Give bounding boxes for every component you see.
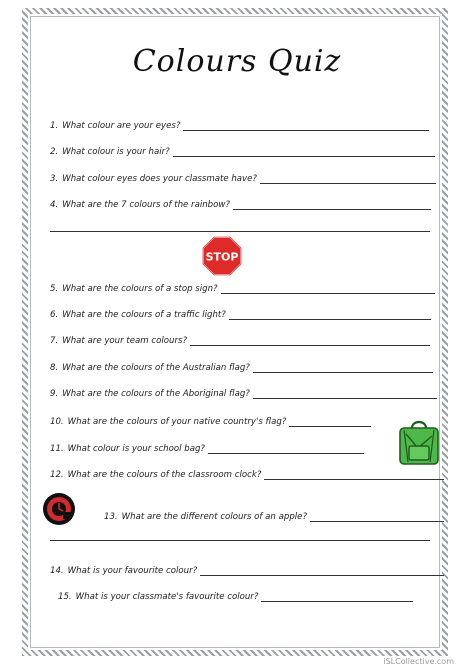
question-14	[50, 566, 444, 576]
question-number: 8.	[50, 363, 59, 373]
question-text: What are the colours of the classroom clock?	[67, 470, 262, 480]
answer-line[interactable]	[233, 200, 431, 210]
question-4	[50, 200, 431, 210]
question-15	[58, 592, 413, 602]
question-12	[50, 470, 444, 480]
question-text: What colour eyes does your classmate have?	[62, 174, 257, 184]
question-13	[104, 512, 444, 522]
question-number: 14.	[50, 566, 64, 576]
answer-line[interactable]	[208, 444, 364, 454]
question-text: What is your classmate's favourite colour?	[75, 592, 259, 602]
question-number: 2.	[50, 147, 59, 157]
question-10	[50, 417, 371, 427]
question-text: What is your favourite colour?	[67, 566, 198, 576]
question-number: 6.	[50, 310, 59, 320]
answer-line[interactable]	[253, 389, 437, 399]
question-text: What are the colours of the Aboriginal flag?	[62, 389, 250, 399]
clock-icon	[42, 492, 76, 526]
question-6	[50, 310, 431, 320]
answer-line[interactable]	[260, 174, 436, 184]
page-title: Colours Quiz	[132, 44, 342, 79]
question-2	[50, 147, 435, 157]
question-number: 13.	[104, 512, 118, 522]
answer-line[interactable]	[190, 336, 430, 346]
answer-line[interactable]	[221, 284, 435, 294]
answer-line[interactable]	[264, 470, 444, 480]
question-text: What colour is your school bag?	[67, 444, 205, 454]
question-number: 5.	[50, 284, 59, 294]
school-bag-icon	[398, 418, 440, 466]
answer-line-extra[interactable]	[50, 540, 430, 541]
question-number: 7.	[50, 336, 59, 346]
answer-line[interactable]	[183, 121, 429, 131]
question-number: 4.	[50, 200, 59, 210]
question-text: What are the 7 colours of the rainbow?	[62, 200, 230, 210]
question-number: 1.	[50, 121, 59, 131]
stop-sign-text: STOP	[205, 250, 239, 264]
question-text: What are the colours of your native country's flag?	[67, 417, 287, 427]
page-inner-border	[30, 16, 440, 648]
question-11	[50, 444, 364, 454]
question-8	[50, 363, 433, 373]
question-number: 3.	[50, 174, 59, 184]
question-text: What are your team colours?	[62, 336, 188, 346]
answer-line[interactable]	[261, 592, 413, 602]
question-5	[50, 284, 435, 294]
answer-line[interactable]	[200, 566, 444, 576]
question-number: 15.	[58, 592, 72, 602]
question-number: 11.	[50, 444, 64, 454]
answer-line-extra[interactable]	[50, 231, 430, 232]
answer-line[interactable]	[173, 147, 435, 157]
question-number: 10.	[50, 417, 64, 427]
question-text: What colour is your hair?	[62, 147, 170, 157]
question-3	[50, 174, 436, 184]
stop-sign-icon	[202, 236, 242, 276]
answer-line[interactable]	[229, 310, 431, 320]
answer-line[interactable]	[253, 363, 433, 373]
question-text: What are the colours of the Australian flag?	[62, 363, 250, 373]
question-7	[50, 336, 430, 346]
watermark: iSLCollective.com	[383, 657, 454, 666]
question-number: 9.	[50, 389, 59, 399]
question-text: What colour are your eyes?	[62, 121, 181, 131]
question-1	[50, 121, 429, 131]
question-9	[50, 389, 437, 399]
question-text: What are the different colours of an apple?	[121, 512, 308, 522]
answer-line[interactable]	[310, 512, 444, 522]
answer-line[interactable]	[289, 417, 371, 427]
question-text: What are the colours of a stop sign?	[62, 284, 218, 294]
question-number: 12.	[50, 470, 64, 480]
question-text: What are the colours of a traffic light?	[62, 310, 226, 320]
